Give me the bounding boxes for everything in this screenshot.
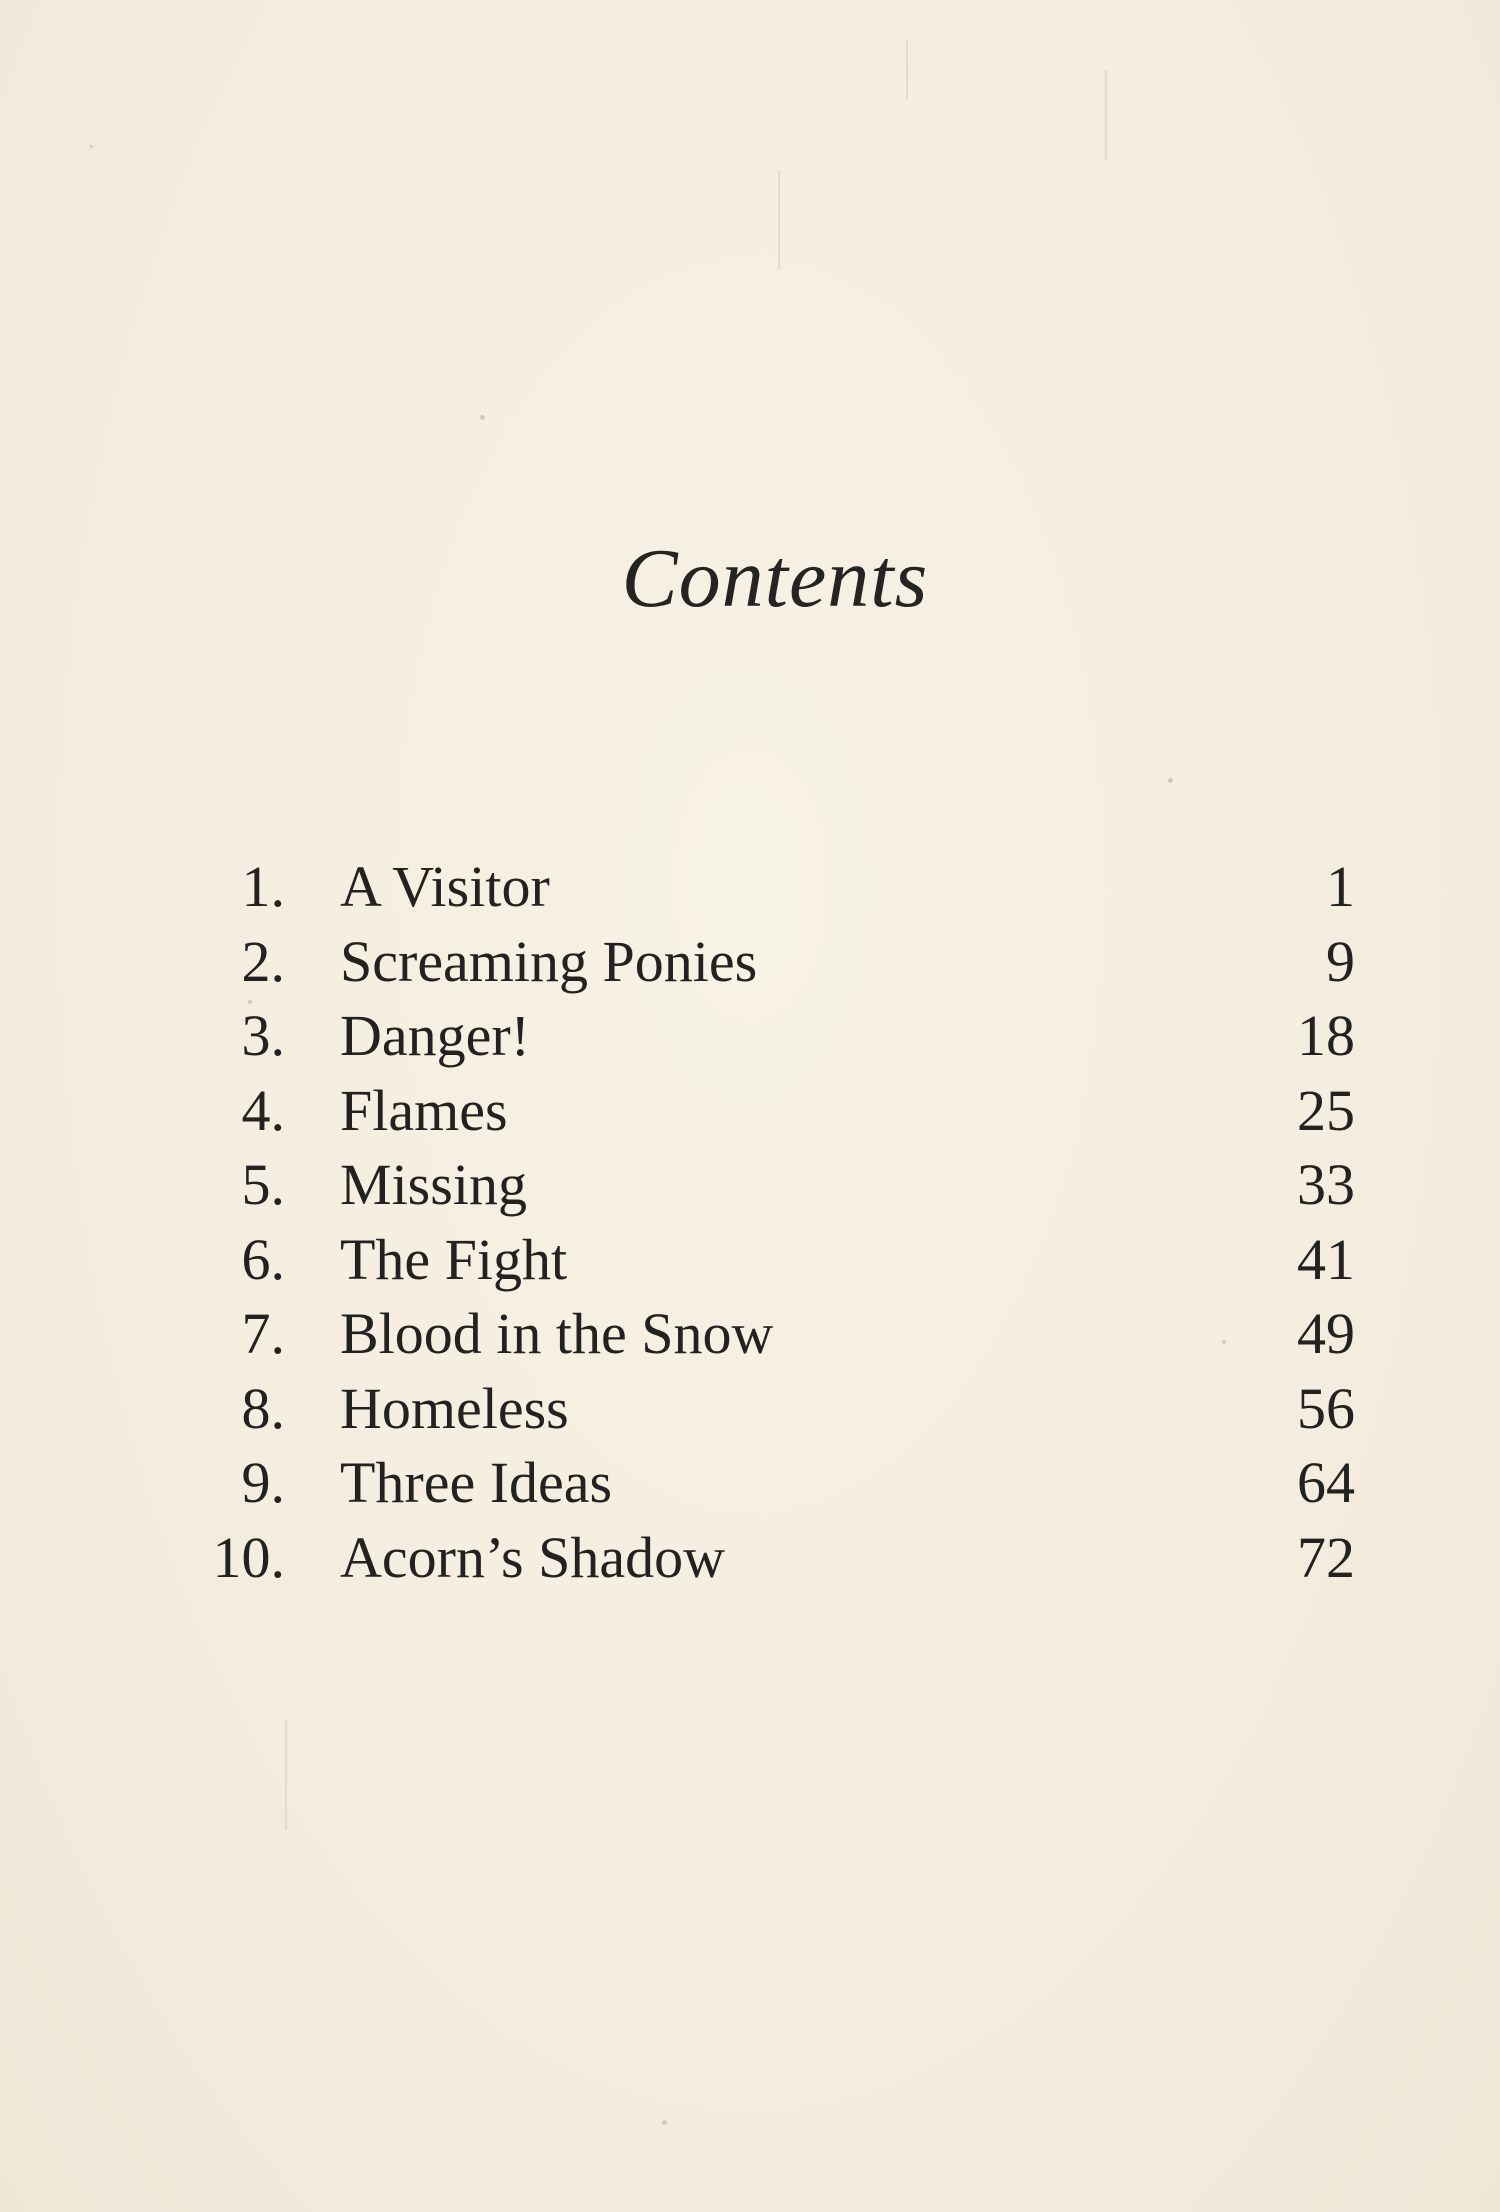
chapter-title: Danger! — [340, 1003, 531, 1068]
toc-entry — [195, 850, 1355, 925]
chapter-title: The Fight — [340, 1226, 568, 1292]
paper-crease — [285, 1720, 287, 1830]
chapter-number: 9. — [241, 1450, 285, 1515]
chapter-number: 8. — [241, 1375, 285, 1441]
chapter-title: Missing — [340, 1152, 527, 1217]
chapter-number: 4. — [241, 1077, 285, 1143]
chapter-title: Acorn’s Shadow — [340, 1524, 726, 1590]
paper-crease — [778, 170, 780, 270]
paper-speck — [90, 145, 93, 148]
chapter-number: 3. — [241, 1003, 285, 1068]
chapter-page: 9 — [1326, 928, 1355, 994]
chapter-number: 1. — [241, 854, 285, 919]
toc-entry — [195, 1148, 1355, 1223]
chapter-page: 18 — [1297, 1003, 1355, 1068]
chapter-page: 64 — [1297, 1450, 1355, 1515]
chapter-title: Flames — [340, 1077, 508, 1143]
chapter-page: 25 — [1297, 1077, 1355, 1143]
toc-entry — [195, 1074, 1355, 1149]
chapter-title: A Visitor — [340, 854, 550, 919]
toc-entry — [195, 999, 1355, 1074]
chapter-page: 33 — [1297, 1152, 1355, 1217]
chapter-number: 2. — [241, 928, 285, 994]
paper-crease — [1105, 70, 1107, 160]
toc-entry — [195, 1521, 1355, 1596]
chapter-number: 5. — [241, 1152, 285, 1217]
chapter-title: Three Ideas — [340, 1450, 613, 1515]
chapter-number: 6. — [241, 1226, 285, 1292]
chapter-title: Blood in the Snow — [340, 1301, 774, 1366]
chapter-page: 49 — [1297, 1301, 1355, 1366]
paper-speck — [662, 2120, 667, 2125]
chapter-number: 10. — [212, 1524, 285, 1590]
chapter-page: 41 — [1297, 1226, 1355, 1292]
page-title: Contents — [621, 532, 929, 625]
chapter-title: Homeless — [340, 1375, 569, 1441]
paper-speck — [480, 415, 485, 420]
paper-speck — [1168, 778, 1173, 783]
toc-entry — [195, 925, 1355, 1000]
toc-entry — [195, 1297, 1355, 1372]
table-of-contents — [195, 850, 1355, 1595]
chapter-page: 56 — [1297, 1375, 1355, 1441]
paper-crease — [906, 40, 908, 100]
toc-entry — [195, 1223, 1355, 1298]
chapter-page: 1 — [1326, 854, 1355, 919]
toc-entry — [195, 1372, 1355, 1447]
chapter-number: 7. — [241, 1301, 285, 1366]
toc-entry — [195, 1446, 1355, 1521]
chapter-title: Screaming Ponies — [340, 928, 758, 994]
chapter-page: 72 — [1297, 1524, 1355, 1590]
